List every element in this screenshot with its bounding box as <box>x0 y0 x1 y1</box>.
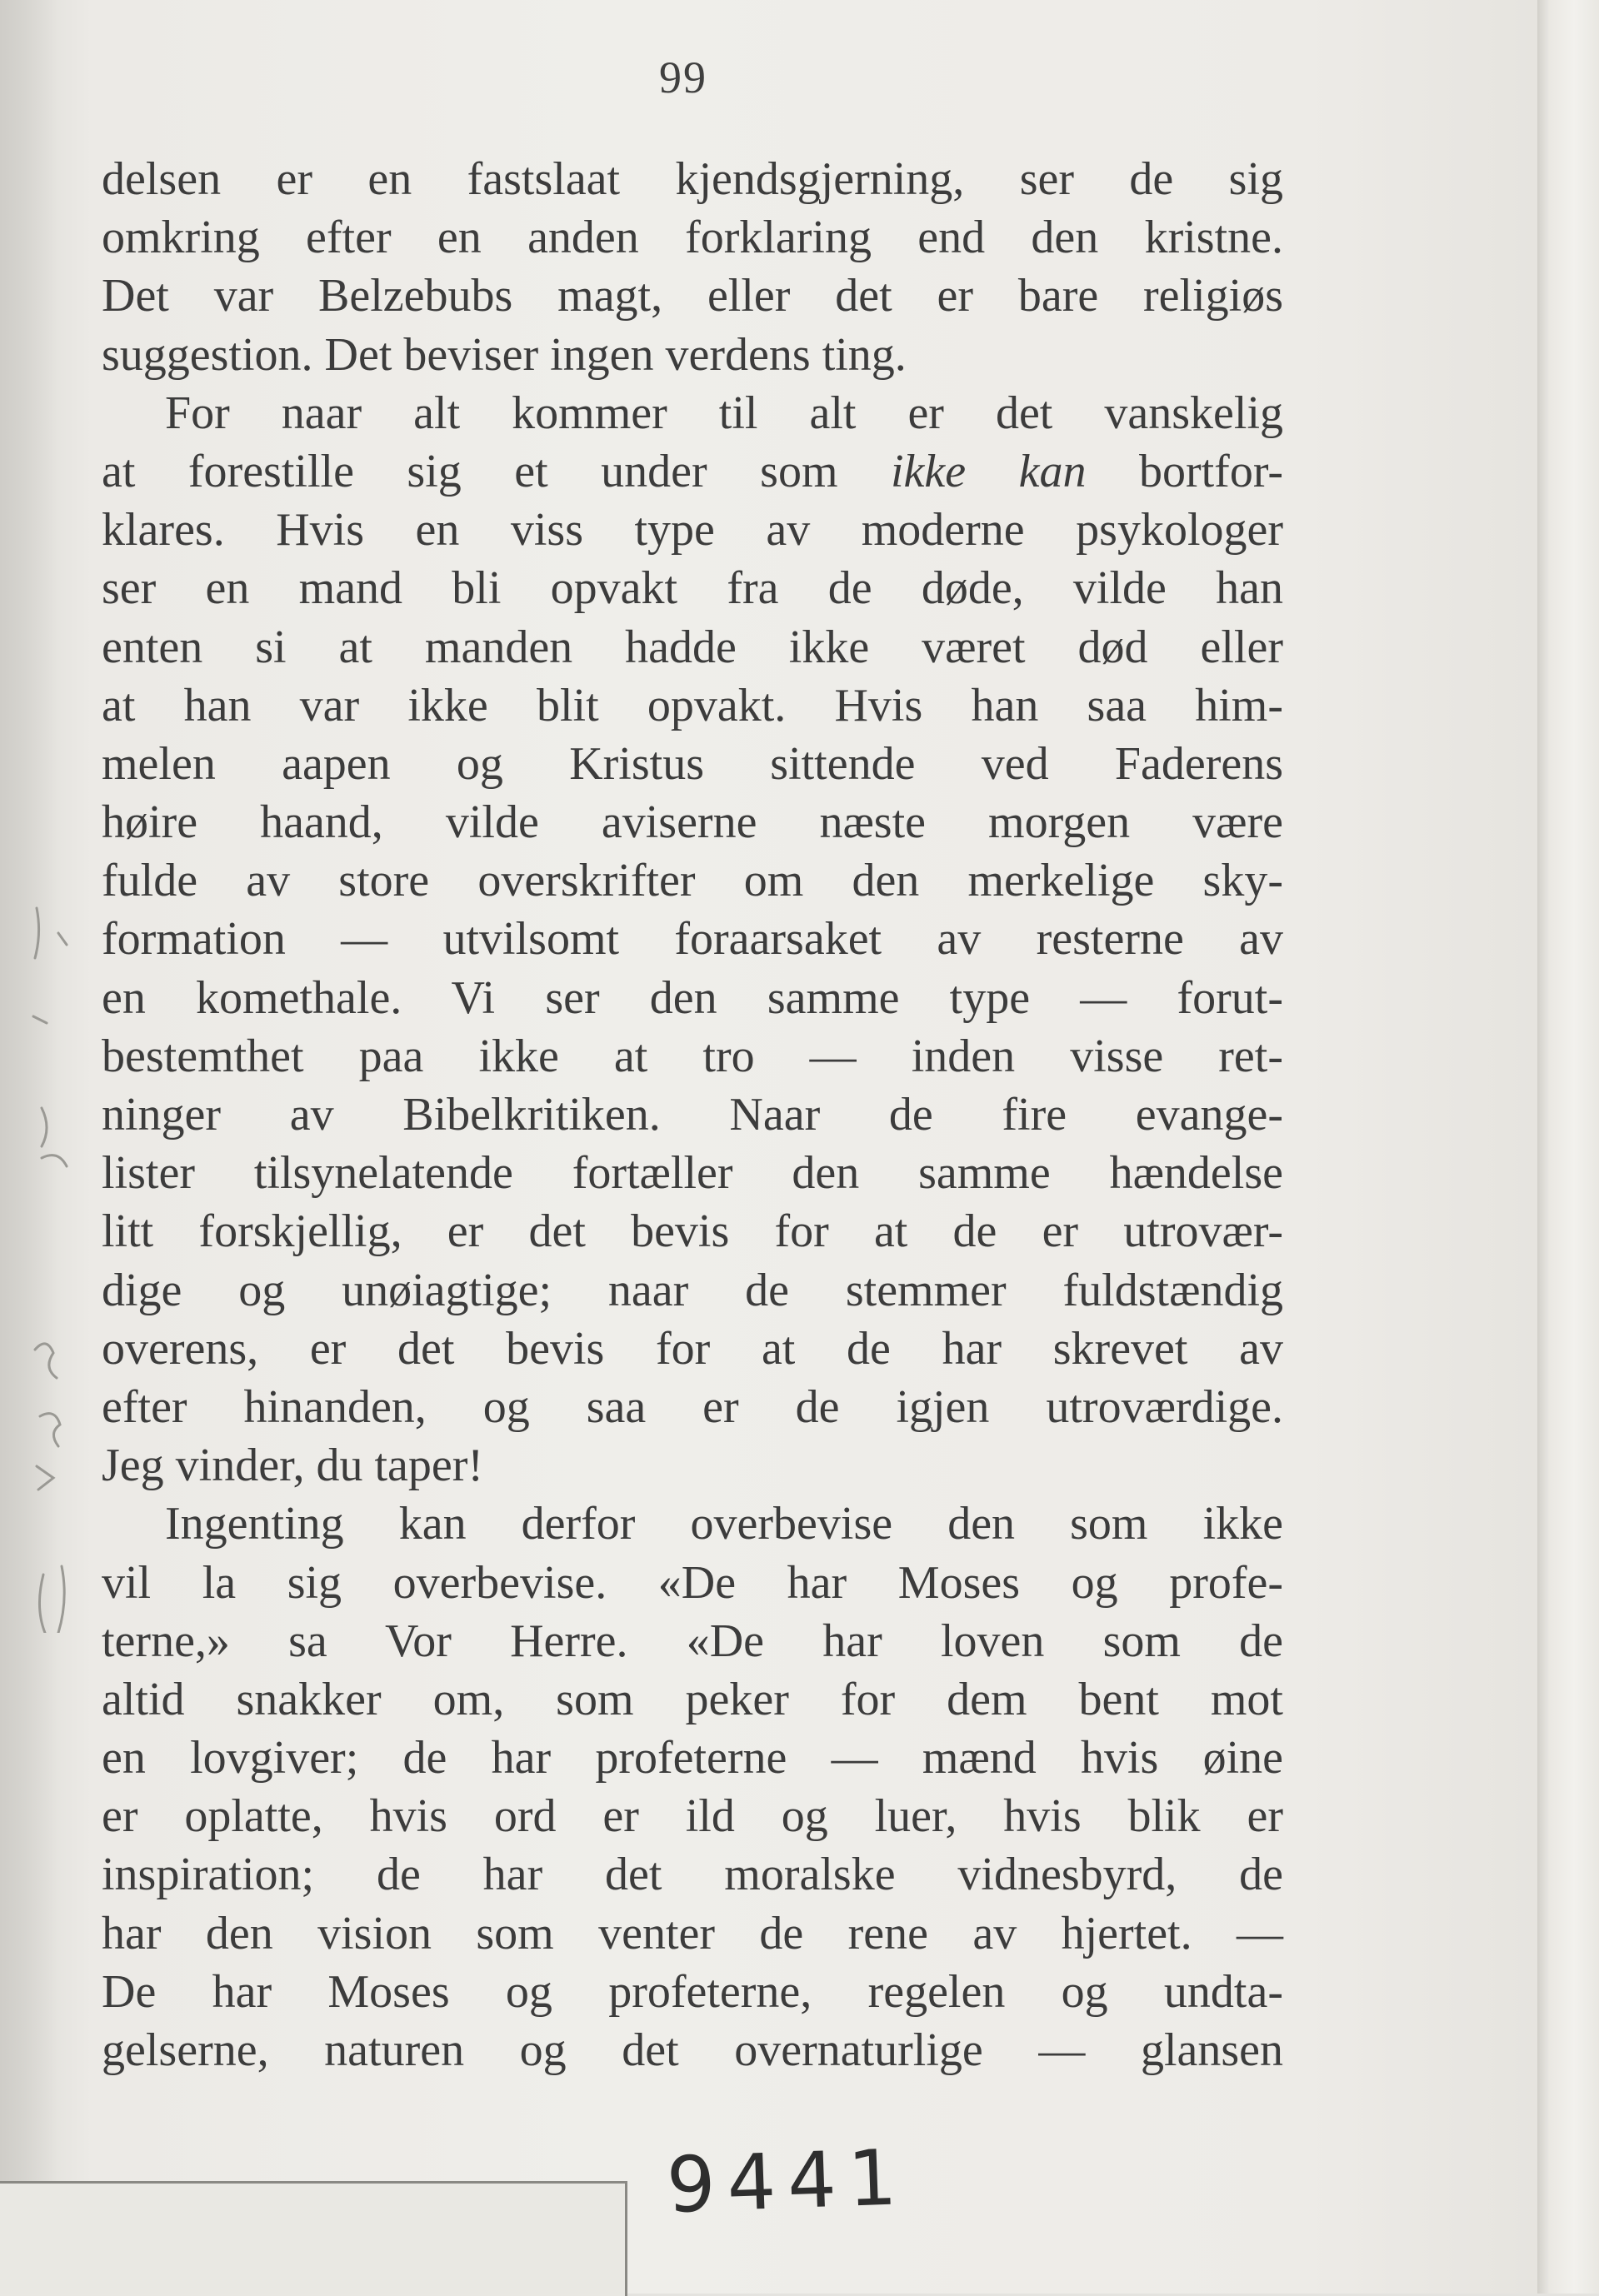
text-line: vil la sig overbevise. «De har Moses og profe- <box>102 1556 1283 1609</box>
text-line: delsen er en fastslaat kjendsgjerning, ser de sig <box>102 153 1283 205</box>
text-line: overens, er det bevis for at de har skrevet av <box>102 1322 1283 1375</box>
text-line: omkring efter en anden forklaring end den kristne. <box>102 212 1283 264</box>
text-line: De har Moses og profeterne, regelen og undta- <box>102 1965 1283 2018</box>
text-line: ser en mand bli opvakt fra de døde, vilde han <box>102 562 1283 615</box>
text-line: For naar alt kommer til alt er det vanskelig <box>165 387 1283 439</box>
text-line: Ingenting kan derfor overbevise den som ikke <box>165 1498 1283 1550</box>
text-line: melen aapen og Kristus sittende ved Faderens <box>102 737 1283 790</box>
text-line: altid snakker om, som peker for dem bent mot <box>102 1673 1283 1725</box>
body-text <box>102 150 1283 2079</box>
text-line: suggestion. Det beviser ingen verdens ting. <box>102 328 907 381</box>
text-line: er oplatte, hvis ord er ild og luer, hvis blik er <box>102 1790 1283 1843</box>
text-line: terne,» sa Vor Herre. «De har loven som de <box>102 1615 1283 1667</box>
text-line: Det var Belzebubs magt, eller det er bare religiøs <box>102 270 1283 322</box>
text-line: formation — utvilsomt foraarsaket av resterne av <box>102 913 1283 966</box>
text-line: dige og unøiagtige; naar de stemmer fuldstændig <box>102 1264 1283 1316</box>
text-line: en komethale. Vi ser den samme type — forut- <box>102 971 1283 1024</box>
text-line: en lovgiver; de har profeterne — mænd hvis øine <box>102 1732 1283 1784</box>
margin-pencil-marks <box>25 883 92 1633</box>
text-line: har den vision som venter de rene av hjertet. — <box>102 1907 1283 1959</box>
text-line: gelserne, naturen og det overnaturlige — glansen <box>102 2024 1283 2076</box>
page-number: 99 <box>659 52 707 102</box>
text-line: inspiration; de har det moralske vidnesbyrd, de <box>102 1849 1283 1901</box>
text-line: høire haand, vilde aviserne næste morgen være <box>102 796 1283 849</box>
text-line: at han var ikke blit opvakt. Hvis han saa him- <box>102 679 1283 731</box>
text-segment: at forestille sig et under som <box>102 445 891 497</box>
text-segment: bortfor- <box>1086 445 1283 497</box>
text-line: klares. Hvis en viss type av moderne psykologer <box>102 504 1283 557</box>
page-edge <box>1537 0 1599 2294</box>
text-line: Jeg vinder, du taper! <box>102 1440 484 1492</box>
text-line: ninger av Bibelkritiken. Naar de fire evange- <box>102 1089 1283 1141</box>
text-line: enten si at manden hadde ikke været død eller <box>102 621 1283 673</box>
text-line <box>102 442 1283 501</box>
text-line: lister tilsynelatende fortæller den samme hændelse <box>102 1147 1283 1200</box>
text-line: bestemthet paa ikke at tro — inden visse ret- <box>102 1030 1283 1082</box>
handwritten-catalog-number: 9441 <box>665 2132 910 2231</box>
text-line: litt forskjellig, er det bevis for at de er utrovær- <box>102 1205 1283 1258</box>
paper-slip <box>0 2181 627 2296</box>
text-line: fulde av store overskrifter om den merkelige sky- <box>102 855 1283 907</box>
italic-emphasis: ikke kan <box>891 445 1087 497</box>
text-line: efter hinanden, og saa er de igjen utroværdige. <box>102 1380 1283 1433</box>
